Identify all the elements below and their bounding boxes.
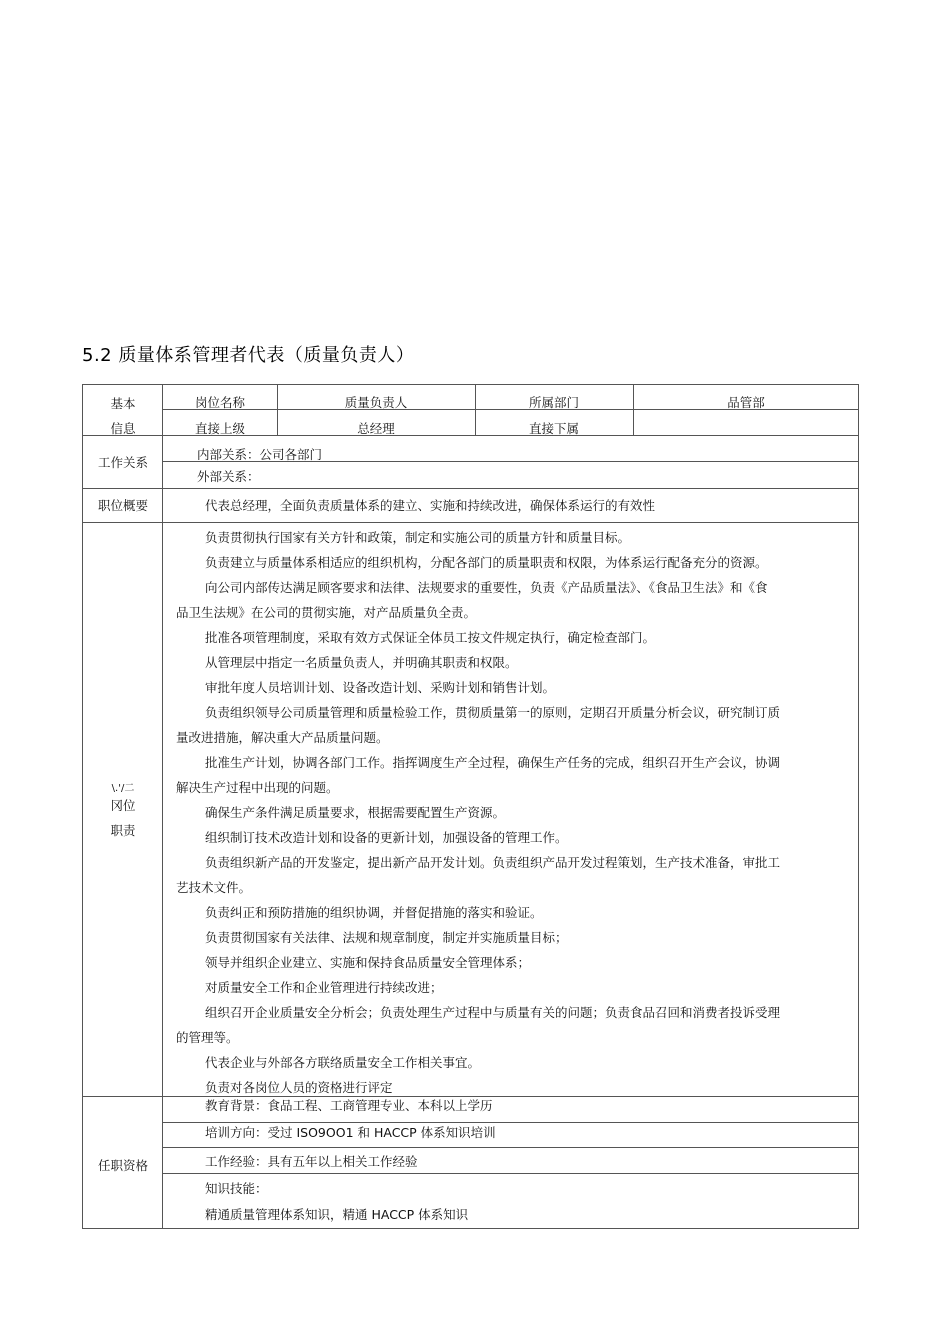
table-border-bottom: [82, 1228, 859, 1229]
overview-text: 代表总经理，全面负责质量体系的建立、实施和持续改进，确保体系运行的有效性: [205, 498, 656, 513]
qualifications-label: 任职资格: [97, 1158, 149, 1173]
education-background: 教育背景：食品工程、工商管理专业、本科以上学历: [205, 1098, 493, 1113]
duty-line: 批准生产计划，协调各部门工作。指挥调度生产全过程，确保生产任务的完成，组织召开生产会议，协调: [205, 755, 781, 770]
basic-info-label: 信息: [110, 421, 136, 436]
row-divider: [162, 1147, 859, 1148]
position-description-table: [82, 384, 859, 1229]
row-divider: [162, 1173, 859, 1174]
duty-line: 负责组织新产品的开发鉴定，提出新产品开发计划。负责组织产品开发过程策划，生产技术准备，审批工: [205, 855, 781, 870]
duty-line: 负责纠正和预防措施的组织协调，并督促措施的落实和验证。: [205, 905, 543, 920]
duty-line: 审批年度人员培训计划、设备改造计划、采购计划和销售计划。: [205, 680, 556, 695]
external-relations: 外部关系：: [197, 469, 260, 484]
duty-line: 负责贯彻执行国家有关方针和政策，制定和实施公司的质量方针和质量目标。: [205, 530, 631, 545]
column-divider: [162, 384, 163, 1229]
duty-line: 代表企业与外部各方联络质量安全工作相关事宜。: [205, 1055, 481, 1070]
duty-line: 向公司内部传达满足顾客要求和法律、法规要求的重要性，负责《产品质量法》、《食品卫生法》和《食: [205, 580, 768, 595]
position-name-label: 岗位名称: [194, 395, 246, 410]
row-divider: [82, 522, 859, 523]
row-divider: [82, 488, 859, 489]
work-experience: 工作经验：具有五年以上相关工作经验: [205, 1154, 418, 1169]
internal-relations: 内部关系：公司各部门: [197, 447, 323, 462]
duty-line: 从管理层中指定一名质量负责人，并明确其职责和权限。: [205, 655, 518, 670]
row-divider: [162, 1122, 859, 1123]
duty-line: 组织召开企业质量安全分析会；负责处理生产过程中与质量有关的问题；负责食品召回和消费者投诉受理: [205, 1005, 781, 1020]
subordinate-label: 直接下属: [528, 421, 580, 436]
duties-label: 职责: [110, 823, 136, 838]
superior-value: 总经理: [357, 421, 395, 436]
department-label: 所属部门: [528, 395, 580, 410]
section-title: 5.2 质量体系管理者代表（质量负责人）: [82, 345, 415, 366]
training-direction: 培训方向：受过 ISO9OO1 和 HACCP 体系知识培训: [205, 1125, 496, 1140]
duty-line: 负责贯彻国家有关法律、法规和规章制度，制定并实施质量目标；: [205, 930, 568, 945]
duty-line: 组织制订技术改造计划和设备的更新计划，加强设备的管理工作。: [205, 830, 568, 845]
superior-label: 直接上级: [194, 421, 246, 436]
duty-line: 确保生产条件满足质量要求，根据需要配置生产资源。: [205, 805, 506, 820]
position-name-value: 质量负责人: [344, 395, 408, 410]
table-border-right: [858, 384, 859, 1229]
row-divider: [82, 1096, 859, 1097]
duty-line: 领导并组织企业建立、实施和保持食品质量安全管理体系；: [205, 955, 531, 970]
column-divider: [633, 384, 634, 435]
column-divider: [277, 384, 278, 435]
overview-label: 职位概要: [97, 498, 149, 513]
duty-line: 的管理等。: [176, 1030, 239, 1045]
department-value: 品管部: [727, 395, 765, 410]
duty-line: 负责对各岗位人员的资格进行评定: [205, 1080, 393, 1095]
duty-line: 量改进措施，解决重大产品质量问题。: [176, 730, 389, 745]
duty-line: 对质量安全工作和企业管理进行持续改进；: [205, 980, 443, 995]
relations-label: 工作关系: [97, 455, 149, 470]
table-border-left: [82, 384, 83, 1229]
duty-line: 负责组织领导公司质量管理和质量检验工作，贯彻质量第一的原则，定期召开质量分析会议，研究制订质: [205, 705, 781, 720]
duty-line: 艺技术文件。: [176, 880, 252, 895]
skills-label: 知识技能：: [205, 1181, 268, 1196]
duties-label-mark: \.'/⼆: [111, 783, 135, 794]
skills-text: 精通质量管理体系知识，精通 HACCP 体系知识: [205, 1207, 469, 1222]
duty-line: 解决生产过程中出现的问题。: [176, 780, 339, 795]
duty-line: 负责建立与质量体系相适应的组织机构，分配各部门的质量职责和权限，为体系运行配备充分的资源。: [205, 555, 768, 570]
table-border-top: [82, 384, 859, 385]
duty-line: 品卫生法规》在公司的贯彻实施，对产品质量负全责。: [176, 605, 477, 620]
duty-line: 批准各项管理制度，采取有效方式保证全体员工按文件规定执行，确定检查部门。: [205, 630, 656, 645]
duties-label: 冈位: [110, 798, 136, 813]
column-divider: [475, 384, 476, 435]
basic-info-label: 基本: [110, 396, 136, 411]
